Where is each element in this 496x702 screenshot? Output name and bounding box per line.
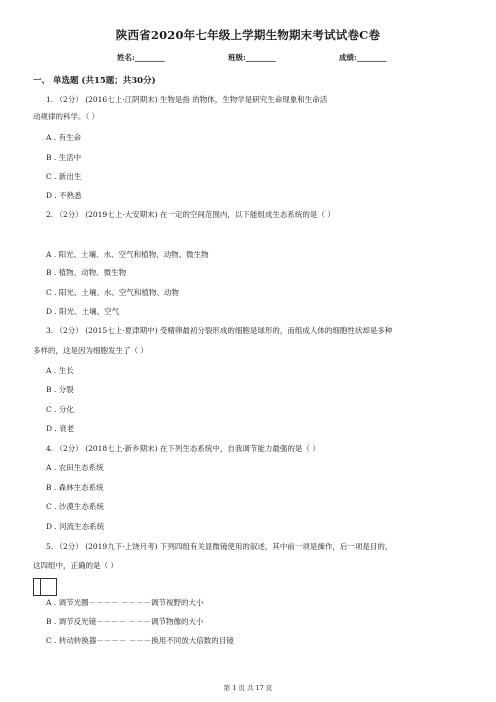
question-3-stem: 3. （2分） (2015七上·夏津期中) 受精卵最初分裂形成的细胞是球形的，而组成人体的细胞性状却是多种 (46, 326, 393, 335)
question-3-option-c: C . 分化 (46, 405, 74, 414)
score-field: 成绩:________ (339, 53, 387, 62)
class-field: 班级:________ (228, 53, 276, 62)
section-heading: 一、 单选题 (共15题；共30分) (33, 76, 156, 86)
question-5-option-b: B . 调节反光镜－－－－ －－－调节物像的大小 (46, 617, 204, 626)
table-placeholder-box (33, 578, 57, 596)
question-3-stem-cont: 多样的，这是因为细胞发生了（ ） (33, 346, 148, 355)
question-4-option-c: C . 沙漠生态系统 (46, 502, 104, 511)
question-2-option-b: B . 植物、动物、微生物 (46, 268, 127, 277)
question-3-option-a: A . 生长 (46, 366, 74, 375)
page-title: 陕西省2020年七年级上学期生物期末考试试卷C卷 (115, 28, 381, 42)
question-2-stem: 2. （2分） (2019七上·大安期末) 在一定的空间范围内，以下能组成生态系统的是（ ） (46, 210, 335, 219)
question-2-option-a: A . 阳光、土壤、水、空气和植物、动物、微生物 (46, 250, 209, 259)
table-placeholder-divider (40, 579, 41, 595)
question-4-option-d: D . 河流生态系统 (46, 522, 105, 531)
question-5-option-c: C . 转动转换器－－－－ －－－换用不同放大倍数的目镜 (46, 636, 234, 645)
question-5-option-a: A . 调节光圈－－－－ －－－－调节视野的大小 (46, 598, 204, 607)
question-1-option-d: D . 不熟悉 (46, 191, 82, 200)
question-3-option-d: D . 衰老 (46, 424, 75, 433)
question-1-option-b: B . 生活中 (46, 153, 82, 162)
question-1-option-c: C . 新出生 (46, 172, 82, 181)
question-2-option-c: C . 阳光、土壤、水、空气和植物、动物 (46, 288, 179, 297)
question-1-stem-cont: 动规律的科学。（ ） (33, 112, 100, 121)
name-field: 姓名:________ (117, 53, 165, 62)
question-5-stem-cont: 这四组中，正确的是（ ） (33, 561, 118, 570)
question-4-option-a: A . 农田生态系统 (46, 463, 104, 472)
question-3-option-b: B . 分裂 (46, 385, 74, 394)
question-1-option-a: A . 有生命 (46, 133, 82, 142)
question-5-stem: 5. （2分） (2019九下·上饶月考) 下列四组有关显微镜使用的叙述，其中前一项是操作，后一项是目的， (46, 542, 393, 551)
question-2-option-d: D . 阳光、土壤、空气 (46, 307, 120, 316)
question-4-stem: 4. （2分） (2018七上·新乡期末) 在下列生态系统中，自我调节能力最强的是（ ） (46, 444, 320, 453)
page-footer: 第 1 页 共 17 页 (223, 684, 273, 692)
question-1-stem: 1. （2分） (2016七上·江阴期末) 生物是指 的物体，生物学是研究生命现象和生命活 (46, 95, 328, 104)
question-4-option-b: B . 森林生态系统 (46, 483, 104, 492)
